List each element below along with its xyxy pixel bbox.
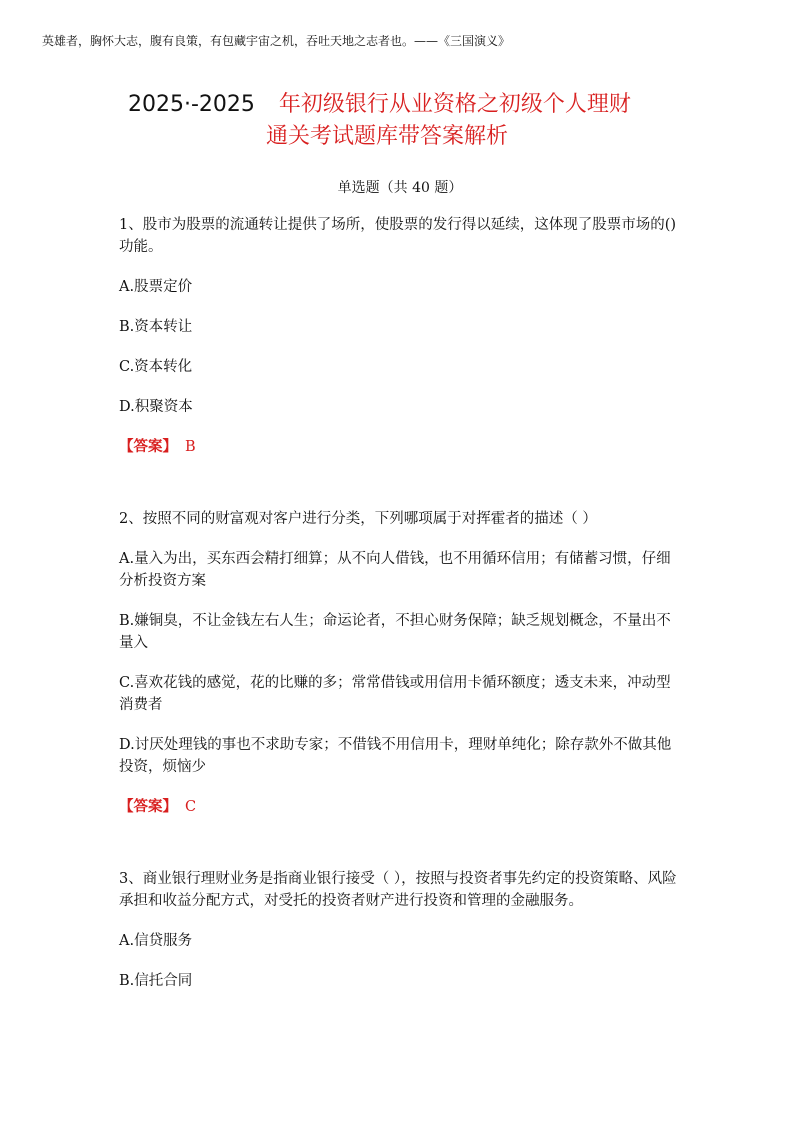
answer-label: 【答案】 bbox=[119, 798, 177, 815]
title-line1: 年初级银行从业资格之初级个人理财 bbox=[278, 92, 631, 117]
header-quote: 英雄者，胸怀大志，腹有良策，有包藏宇宙之机，吞吐天地之志者也。——《三国演义》 bbox=[42, 34, 511, 48]
question-1 bbox=[119, 214, 684, 458]
option-b: B.嫌铜臭，不让金钱左右人生；命运论者，不担心财务保障；缺乏规划概念，不量出不量入 bbox=[119, 613, 671, 651]
document-title bbox=[128, 90, 688, 152]
question-stem: 3、商业银行理财业务是指商业银行接受（ ），按照与投资者事先约定的投资策略、风险承担和收益分配方式，对受托的投资者财产进行投资和管理的金融服务。 bbox=[119, 871, 677, 909]
answer bbox=[119, 436, 684, 458]
option-a: A.量入为出，买东西会精打细算；从不向人借钱，也不用循环信用；有储蓄习惯，仔细分析投资方案 bbox=[119, 551, 671, 589]
question-2 bbox=[119, 508, 684, 818]
option-d: D.积聚资本 bbox=[119, 399, 193, 415]
section-title: 单选题（共 40 题） bbox=[337, 180, 463, 196]
question-list bbox=[119, 214, 684, 1010]
option-d: D.讨厌处理钱的事也不求助专家；不借钱不用信用卡，理财单纯化；除存款外不做其他投资，烦恼少 bbox=[119, 737, 672, 775]
answer-value: C bbox=[185, 799, 197, 815]
option-b: B.信托合同 bbox=[119, 973, 193, 989]
question-stem: 1、股市为股票的流通转让提供了场所，使股票的发行得以延续，这体现了股票市场的()功能。 bbox=[119, 217, 677, 255]
question-stem: 2、按照不同的财富观对客户进行分类，下列哪项属于对挥霍者的描述（ ） bbox=[119, 511, 597, 527]
option-c: C.资本转化 bbox=[119, 359, 193, 375]
question-3 bbox=[119, 868, 684, 992]
title-line2: 通关考试题库带答案解析 bbox=[266, 124, 509, 149]
option-a: A.股票定价 bbox=[119, 279, 193, 295]
answer-value: B bbox=[185, 439, 196, 455]
answer bbox=[119, 796, 684, 818]
title-year: 2025·-2025 bbox=[128, 92, 255, 117]
answer-label: 【答案】 bbox=[119, 438, 177, 455]
option-b: B.资本转让 bbox=[119, 319, 193, 335]
option-a: A.信贷服务 bbox=[119, 933, 193, 949]
option-c: C.喜欢花钱的感觉，花的比赚的多；常常借钱或用信用卡循环额度；透支未来，冲动型消费者 bbox=[119, 675, 671, 713]
